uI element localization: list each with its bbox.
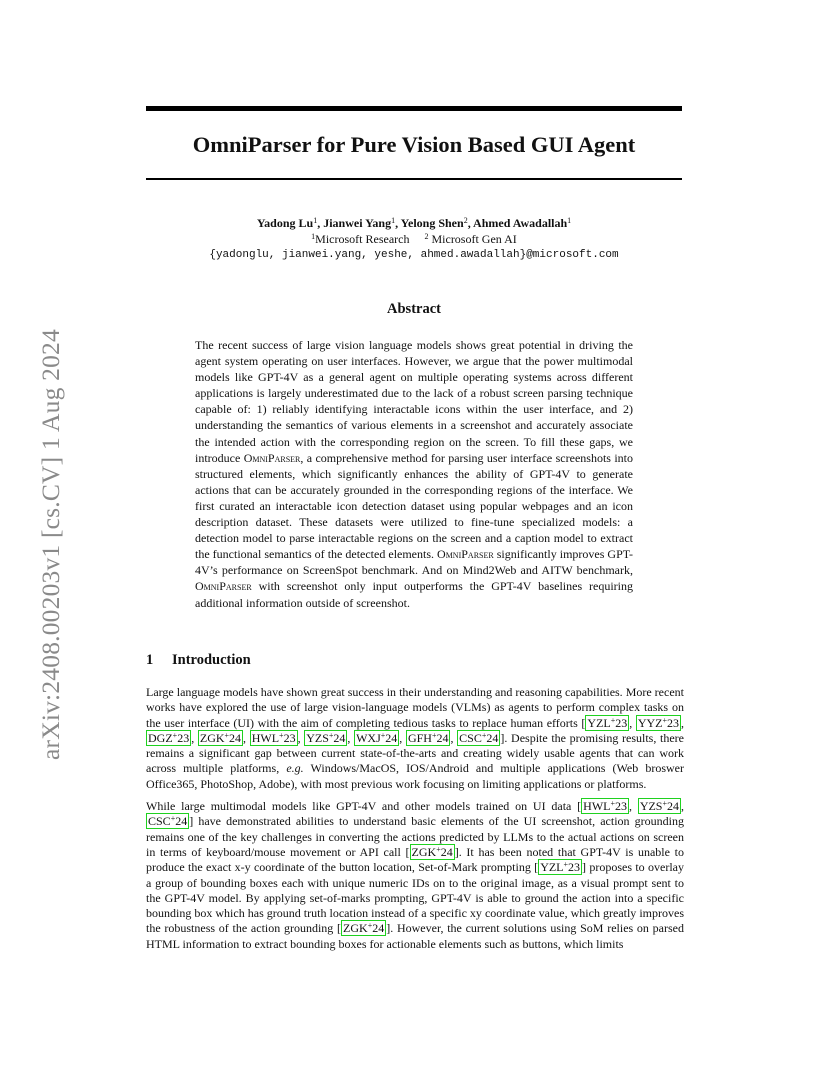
paragraph-text: ] proposes to overlay a group of bounding boxes each with unique numeric IDs on to the original image, as a visual prompt sent to the GPT-4V model. By applying set-of-marks prompting, GPT-4V is able to ground the action into a specific bounding box which has ground truth location instead of a specific xy coordinate value, which greatly improves the robustness of the action grounding [ — [146, 860, 684, 936]
abstract-heading: Abstract — [387, 301, 441, 317]
intro-paragraph-2: While large multimodal models like GPT-4V and other models trained on UI data [ HWL+23 , YZS+24 , CSC+24 ] have demonstrated abilities to understand basic elements of the UI screenshot, action grounding remains one of the key challenges in converting the actions predicted by LLMs to the actual actions on screen in terms of keyboard/mouse movement or API call [ ZGK+24 ]. It has been noted that GPT-4V is unable to produce the exact x-y coordinate of the button location, Set-of-Mark prompting [ YZL+23 ] proposes to overlay a group of bounding boxes each with unique numeric IDs on to the original image, as a visual prompt sent to the GPT-4V model. By applying set-of-marks prompting, GPT-4V is able to ground the action into a specific bounding box which has ground truth location instead of a specific xy coordinate value, which greatly improves the robustness of the action grounding [ ZGK+24 ]. However, the current solutions using SoM relies on parsed HTML information to extract bounding boxes for actionable elements such as buttons, which limits — [146, 799, 684, 951]
affiliation-mark: 2 — [424, 232, 429, 241]
intro-paragraph-1: Large language models have shown great success in their understanding and reasoning capabilities. More recent works have explored the use of large vision-language models (VLMs) as agents to perform complex tasks on the user interface (UI) with the aim of completing tedious tasks to replace human efforts [ YZL+23 , YYZ+23 , DGZ+23 , ZGK+24 , HWL+23 , YZS+24 , WXJ+24 , GFH+24 , CSC+24 ]. Despite the promising results, there remains a significant gap between current state-of-the-arts and creating widely usable agents that can work across multiple platforms, e.g. Windows/MacOS, IOS/Android and multiple applications (Web broswer Office365, PhotoShop, Adobe), with most previous work focusing on limiting applications or platforms. — [146, 685, 685, 791]
abstract-text-segment: , a comprehensive method for parsing user interface screenshots into structured elements, which significantly enhances the ability of GPT-4V to generate actions that can be accurately grounded in the corresponding regions of the interface. We first curated an interactable icon detection dataset using popular webpages and an icon description dataset. These datasets were utilized to fine-tune specialized models: a detection model to parse interactable regions on the screen and a caption model to extract the functional semantics of the detected elements. — [195, 450, 633, 562]
citation-link[interactable]: WXJ+24 — [356, 730, 398, 745]
author-name: Ahmed Awadallah — [473, 216, 568, 230]
introduction-body — [146, 685, 684, 959]
paragraph-text: ]. It has been noted that GPT-4V is unable to produce the exact x-y coordinate of the button location, Set-of-Mark prompting [ — [146, 844, 684, 875]
citation-link[interactable]: GFH+24 — [407, 730, 449, 745]
section-heading-introduction — [146, 650, 682, 670]
citation-link[interactable]: CSC+24 — [459, 730, 499, 745]
affiliation-name: Microsoft Gen AI — [431, 232, 517, 246]
omniparser-name: OmniParser — [195, 579, 252, 594]
paragraph-text: ]. However, the current solutions using SoM relies on parsed HTML information to extract bounding boxes for actionable elements such as buttons, which limits — [146, 921, 684, 951]
citation-link[interactable]: CSC+24 — [148, 814, 188, 829]
citation-link[interactable]: YZS+24 — [306, 730, 346, 745]
citation-link[interactable]: YZL+23 — [540, 860, 581, 875]
citation-link[interactable]: HWL+23 — [583, 799, 627, 814]
author-block — [146, 215, 682, 263]
citation-link[interactable]: YZS+24 — [639, 799, 679, 814]
abstract-text-segment: The recent success of large vision language models shows great potential in driving the agent system operating on user interfaces. However, we argue that the power multimodal models like GPT-4V as a general agent on multiple operating systems across different applications is largely underestimated due to the lack of a robust screen parsing technique capable of: 1) reliably identifying interactable icons within the user interface, and 2) understanding the semantics of various elements in a screenshot and accurately associate the intended action with the corresponding region on the screen. To fill these gaps, we introduce — [195, 338, 633, 465]
author-affiliation-mark: 2 — [463, 216, 468, 225]
citation-link[interactable]: ZGK+24 — [343, 921, 385, 936]
citation-link[interactable]: ZGK+24 — [199, 730, 242, 745]
affiliation-mark: 1 — [311, 232, 316, 241]
paragraph-text: Windows/MacOS, IOS/Android and multiple applications (Web broswer Office365, PhotoShop, Adobe), with most previous work focusing on limiting applications or platforms. — [146, 761, 685, 791]
citation-link[interactable]: DGZ+23 — [148, 730, 190, 745]
section-number: 1 — [146, 652, 154, 668]
author-names: Yadong Lu$^1$, Jianwei Yang$^1$, Yelong Shen$^2$, Ahmed Awadallah$^1$ — [256, 216, 572, 230]
paragraph-text: ] have demonstrated abilities to understand basic elements of the UI screenshot, action grounding remains one of the key challenges in converting the actions predicted by LLMs to the actual actions on screen in terms of keyboard/mouse movement or API call [ — [146, 814, 684, 859]
citation-link[interactable]: ZGK+24 — [411, 844, 453, 859]
abstract-text-segment: with screenshot only input outperforms the GPT-4V baselines requiring additional information outside of screenshot. — [195, 579, 633, 610]
author-affiliation-mark: 1 — [313, 216, 318, 225]
paper-title: OmniParser for Pure Vision Based GUI Agent — [192, 132, 636, 157]
title-bottom-rule — [146, 178, 682, 180]
author-emails: {yadonglu, jianwei.yang, yeshe, ahmed.awadallah}@microsoft.com — [209, 249, 619, 261]
paragraph-text: While large multimodal models like GPT-4V and other models trained on UI data [ — [146, 799, 582, 814]
author-name: Yadong Lu — [256, 216, 314, 230]
author-affiliation-mark: 1 — [567, 216, 572, 225]
section-title: Introduction — [172, 652, 251, 668]
paragraph-text: Large language models have shown great success in their understanding and reasoning capabilities. More recent works have explored the use of large vision-language models (VLMs) as agents to perform complex tasks on the user interface (UI) with the aim of completing tedious tasks to replace human efforts [ — [146, 685, 684, 730]
citation-link[interactable]: YYZ+23 — [637, 715, 680, 730]
title-top-rule — [146, 106, 682, 111]
author-name: Jianwei Yang — [323, 216, 392, 230]
paragraph-text: ]. Despite the promising results, there remains a significant gap between current state-of-the-arts and creating widely usable agents that can work across multiple platforms, — [146, 730, 685, 776]
abstract-text — [195, 337, 633, 611]
author-name: Yelong Shen — [400, 216, 464, 230]
arxiv-identifier-stamp: arXiv:2408.00203v1 [cs.CV] 1 Aug 2024 — [36, 329, 65, 760]
omniparser-name: OmniParser — [437, 547, 494, 562]
abstract-text-segment: significantly improves GPT-4V’s performance on ScreenSpot benchmark. And on Mind2Web and AITW benchmark, — [195, 547, 633, 578]
emphasis-text: e.g. — [286, 761, 304, 776]
affiliations — [146, 231, 682, 247]
omniparser-name: OmniParser — [243, 450, 301, 465]
affiliation-name: Microsoft Research — [315, 232, 410, 246]
author-affiliation-mark: 1 — [391, 216, 396, 225]
citation-link[interactable]: HWL+23 — [251, 730, 296, 745]
citation-link[interactable]: YZL+23 — [587, 715, 628, 730]
